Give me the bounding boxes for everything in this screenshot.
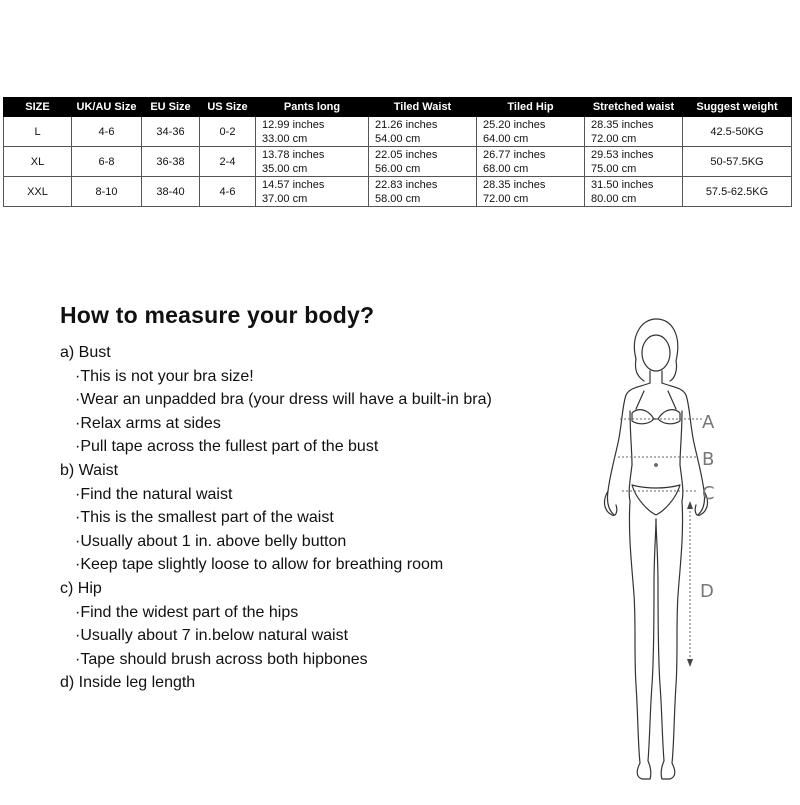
cell-size: L — [4, 117, 72, 147]
size-chart-header-row — [4, 98, 792, 117]
cell-size: XXL — [4, 177, 72, 207]
cell-us: 0-2 — [200, 117, 256, 147]
cell-tiled-hip — [477, 117, 585, 147]
value-inches: 21.26 inches — [375, 118, 438, 131]
cell-suggest-weight: 57.5-62.5KG — [683, 177, 792, 207]
section-label: c) Hip — [60, 579, 102, 597]
section-hip — [60, 577, 580, 671]
list-item: · Pull tape across the fullest part of the bust — [60, 435, 580, 459]
cell-us: 2-4 — [200, 147, 256, 177]
value-inches: 31.50 inches — [591, 178, 654, 191]
value-cm: 68.00 cm — [483, 162, 529, 175]
table-row — [4, 177, 792, 207]
value-cm: 72.00 cm — [483, 192, 529, 205]
header-size: SIZE — [4, 98, 72, 117]
label-waist: B — [702, 449, 715, 470]
value-inches: 22.83 inches — [375, 178, 438, 191]
list-item: · This is the smallest part of the waist — [60, 506, 580, 530]
list-item: · Keep tape slightly loose to allow for breathing room — [60, 553, 580, 577]
header-pants-long: Pants long — [256, 98, 369, 117]
label-hip: C — [702, 483, 715, 504]
list-item: · Usually about 7 in.below natural waist — [60, 624, 580, 648]
value-inches: 29.53 inches — [591, 148, 654, 161]
label-bust: A — [702, 412, 715, 433]
list-item: · Find the natural waist — [60, 483, 580, 507]
table-row — [4, 147, 792, 177]
header-us-size: US Size — [200, 98, 256, 117]
section-label: b) Waist — [60, 461, 119, 479]
value-cm: 33.00 cm — [262, 132, 308, 145]
cell-uk-au: 6-8 — [72, 147, 142, 177]
cell-pants-long — [256, 177, 369, 207]
cell-uk-au: 8-10 — [72, 177, 142, 207]
cell-uk-au: 4-6 — [72, 117, 142, 147]
section-waist — [60, 459, 580, 577]
cell-stretched-waist — [585, 147, 683, 177]
list-item: · Tape should brush across both hipbones — [60, 648, 580, 672]
header-tiled-waist: Tiled Waist — [369, 98, 477, 117]
cell-stretched-waist — [585, 177, 683, 207]
cell-stretched-waist — [585, 117, 683, 147]
measurement-guide — [60, 341, 580, 695]
value-inches: 28.35 inches — [591, 118, 654, 131]
value-inches: 28.35 inches — [483, 178, 546, 191]
value-inches: 13.78 inches — [262, 148, 325, 161]
list-item: · Wear an unpadded bra (your dress will have a built-in bra) — [60, 388, 580, 412]
value-cm: 54.00 cm — [375, 132, 421, 145]
cell-tiled-waist — [369, 147, 477, 177]
value-cm: 72.00 cm — [591, 132, 637, 145]
list-item: · Relax arms at sides — [60, 412, 580, 436]
section-label: d) Inside leg length — [60, 674, 196, 692]
list-item: · Usually about 1 in. above belly button — [60, 530, 580, 554]
cell-eu: 34-36 — [142, 117, 200, 147]
header-stretched-waist: Stretched waist — [585, 98, 683, 117]
measurement-labels — [700, 412, 715, 602]
header-tiled-hip: Tiled Hip — [477, 98, 585, 117]
list-item: · Find the widest part of the hips — [60, 601, 580, 625]
value-cm: 35.00 cm — [262, 162, 308, 175]
value-cm: 56.00 cm — [375, 162, 421, 175]
value-cm: 75.00 cm — [591, 162, 637, 175]
value-cm: 58.00 cm — [375, 192, 421, 205]
value-inches: 22.05 inches — [375, 148, 438, 161]
cell-tiled-hip — [477, 147, 585, 177]
value-inches: 14.57 inches — [262, 178, 325, 191]
cell-eu: 36-38 — [142, 147, 200, 177]
table-row — [4, 117, 792, 147]
cell-pants-long — [256, 147, 369, 177]
cell-tiled-hip — [477, 177, 585, 207]
value-inches: 12.99 inches — [262, 118, 325, 131]
body-measurement-figure-icon — [592, 315, 732, 805]
cell-tiled-waist — [369, 177, 477, 207]
section-label: a) Bust — [60, 344, 111, 361]
cell-size: XL — [4, 147, 72, 177]
value-inches: 25.20 inches — [483, 118, 546, 131]
label-inside-leg: D — [700, 581, 714, 602]
value-cm: 37.00 cm — [262, 192, 308, 205]
cell-us: 4-6 — [200, 177, 256, 207]
header-suggest-weight: Suggest weight — [683, 98, 792, 117]
section-inside-leg — [60, 671, 580, 695]
header-uk-au-size: UK/AU Size — [72, 98, 142, 117]
size-chart-table — [3, 97, 792, 207]
cell-pants-long — [256, 117, 369, 147]
cell-eu: 38-40 — [142, 177, 200, 207]
list-item: · This is not your bra size! — [60, 365, 580, 389]
guide-title: How to measure your body? — [60, 302, 375, 328]
header-eu-size: EU Size — [142, 98, 200, 117]
cell-tiled-waist — [369, 117, 477, 147]
value-cm: 80.00 cm — [591, 192, 637, 205]
cell-suggest-weight: 50-57.5KG — [683, 147, 792, 177]
value-inches: 26.77 inches — [483, 148, 546, 161]
section-bust — [60, 341, 580, 459]
value-cm: 64.00 cm — [483, 132, 529, 145]
cell-suggest-weight: 42.5-50KG — [683, 117, 792, 147]
